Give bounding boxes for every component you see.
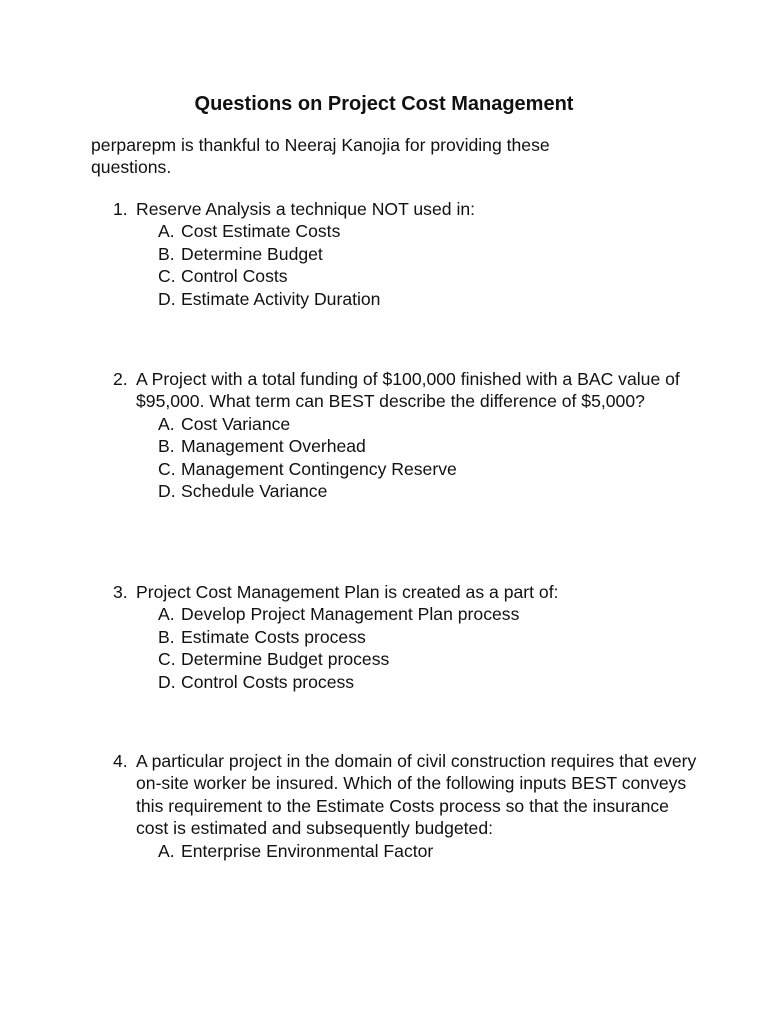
option-letter: B.: [158, 626, 175, 647]
option-text: Determine Budget process: [181, 649, 390, 670]
option-letter: A.: [158, 840, 175, 861]
option-letter: B.: [158, 243, 175, 264]
option-a: [158, 413, 703, 435]
option-a: [158, 840, 703, 862]
question-stem: [113, 198, 703, 220]
question-3: [113, 581, 703, 693]
option-text: Cost Variance: [181, 413, 291, 434]
option-text: Cost Estimate Costs: [181, 221, 341, 242]
answer-options: [113, 840, 703, 862]
question-number: 1.: [113, 199, 128, 219]
option-letter: D.: [158, 288, 176, 309]
option-c: [158, 648, 703, 670]
option-text: Enterprise Environmental Factor: [181, 840, 434, 861]
option-c: [158, 265, 703, 287]
option-letter: C.: [158, 649, 176, 670]
question-stem: [113, 581, 703, 603]
option-text: Determine Budget: [181, 243, 323, 264]
option-text: Develop Project Management Plan process: [181, 604, 520, 625]
option-letter: D.: [158, 481, 176, 502]
option-text: Control Costs: [181, 266, 288, 287]
option-text: Control Costs process: [181, 671, 355, 692]
option-d: [158, 480, 703, 502]
answer-options: [113, 603, 703, 693]
option-d: [158, 671, 703, 693]
question-text: Reserve Analysis a technique NOT used in:: [136, 199, 476, 219]
question-number: 4.: [113, 751, 128, 771]
option-text: Management Overhead: [181, 436, 366, 457]
option-d: [158, 288, 703, 310]
answer-options: [113, 220, 703, 310]
option-text: Estimate Costs process: [181, 626, 366, 647]
answer-options: [113, 413, 703, 503]
question-number: 2.: [113, 369, 128, 389]
option-b: [158, 435, 703, 457]
option-text: Management Contingency Reserve: [181, 458, 457, 479]
question-1: [113, 198, 703, 310]
option-letter: C.: [158, 266, 176, 287]
option-b: [158, 626, 703, 648]
option-letter: B.: [158, 436, 175, 457]
page-title: Questions on Project Cost Management: [194, 93, 574, 115]
option-text: Estimate Activity Duration: [181, 288, 381, 309]
option-c: [158, 458, 703, 480]
option-a: [158, 603, 703, 625]
question-text: A particular project in the domain of civil construction requires that every on-site worker be insured. Which of the following inputs BEST conveys this requirement to the Estimate Costs process so that the insurance cost is estimated and subsequently budgeted:: [136, 751, 697, 839]
option-letter: D.: [158, 671, 176, 692]
question-stem: [113, 750, 703, 840]
question-text: Project Cost Management Plan is created as a part of:: [136, 582, 559, 602]
question-4: [113, 750, 703, 862]
option-text: Schedule Variance: [181, 481, 328, 502]
question-number: 3.: [113, 582, 128, 602]
option-letter: C.: [158, 458, 176, 479]
intro-paragraph: perparepm is thankful to Neeraj Kanojia for providing these questions.: [91, 135, 550, 178]
option-letter: A.: [158, 221, 175, 242]
option-b: [158, 243, 703, 265]
question-2: [113, 368, 703, 502]
question-text: A Project with a total funding of $100,000 finished with a BAC value of $95,000. What term can BEST describe the difference of $5,000?: [136, 369, 680, 412]
option-a: [158, 220, 703, 242]
question-stem: [113, 368, 703, 413]
option-letter: A.: [158, 413, 175, 434]
option-letter: A.: [158, 604, 175, 625]
